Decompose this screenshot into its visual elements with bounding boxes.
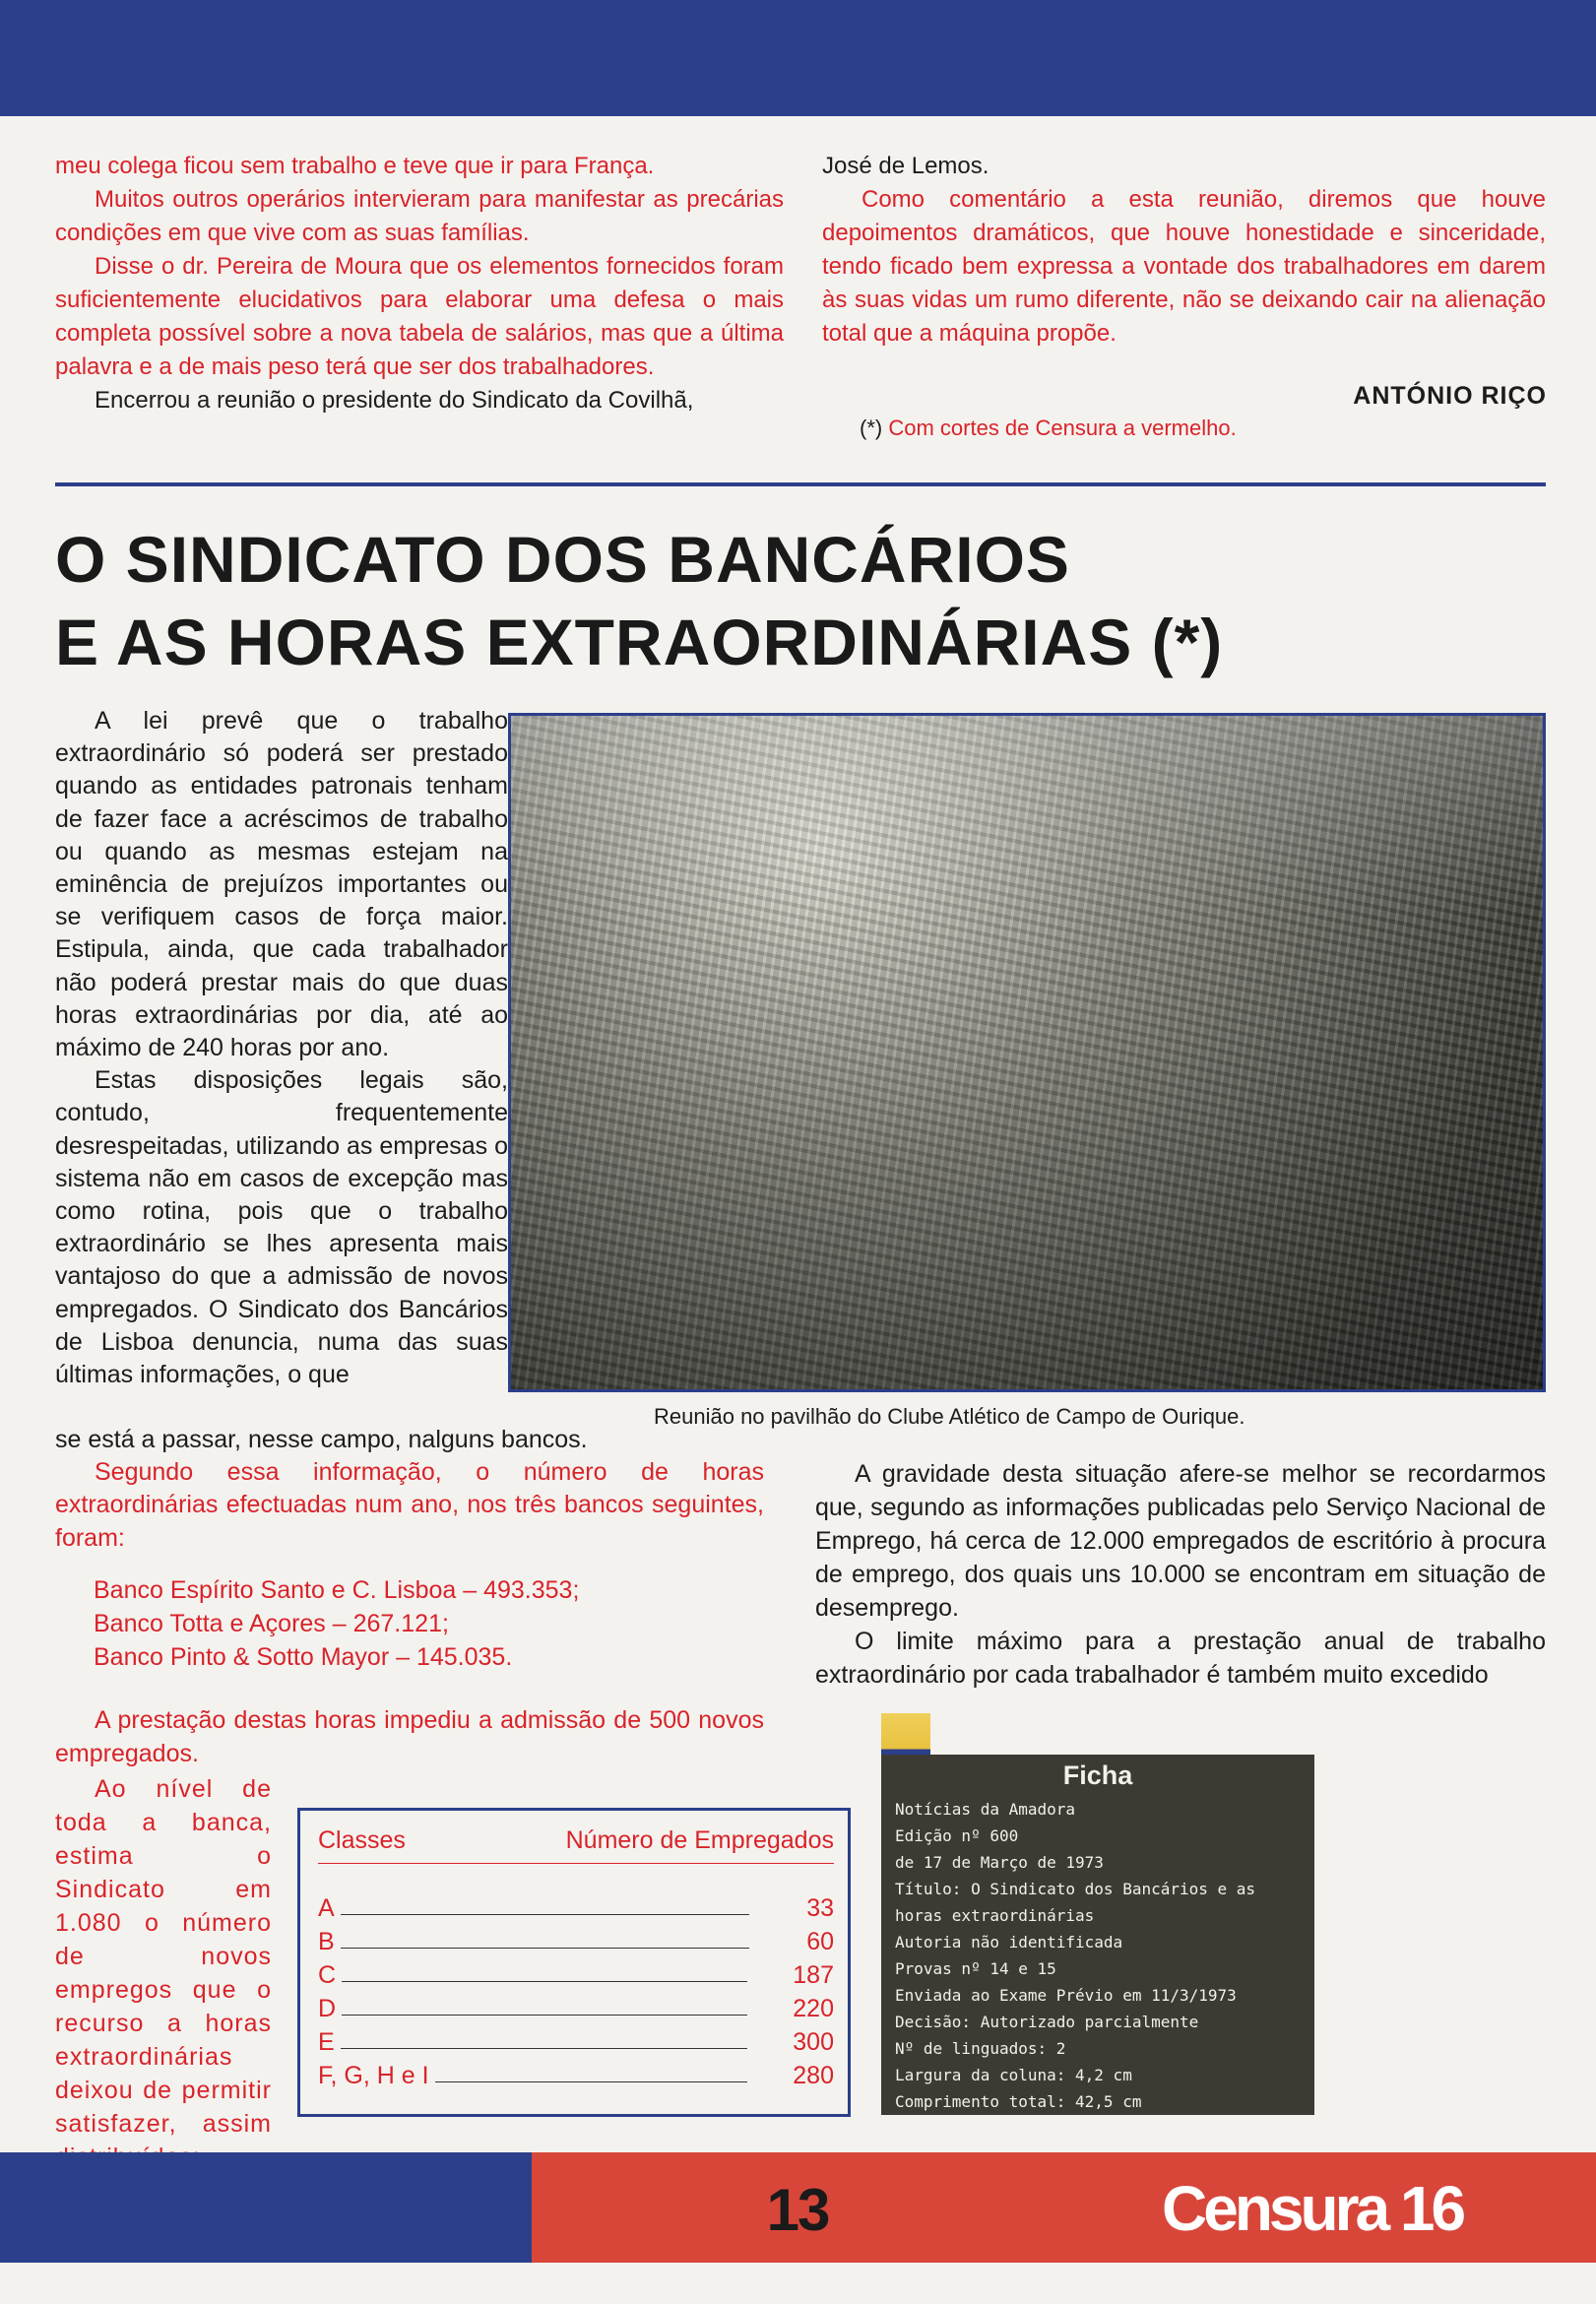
classes-table [297,1808,851,2117]
photo-shading [511,716,1543,1389]
article-body-column [55,705,508,1391]
class-count: 187 [793,1961,834,1989]
paragraph: A lei prevê que o trabalho extraordinário só poderá ser prestado quando as entidades patronais tenham de fazer face a acréscimos de trabalho ou quando as mesmas estejam na eminência de prejuízos importantes ou se verifiquem casos de força maior. Estipula, ainda, que cada trabalhador não poderá prestar mais do que duas horas extraordinárias por dia, até ao máximo de 240 horas por ano. [55,707,508,1062]
paragraph: Muitos outros operários intervieram para manifestar as precárias condições em que vive com as suas famílias. [55,186,784,246]
table-header [318,1826,834,1864]
paragraph: A prestação destas horas impediu a admissão de 500 novos empregados. [55,1706,764,1767]
ficha-line: Título: O Sindicato dos Bancários e as [895,1880,1256,1898]
section-divider [55,482,1546,486]
ficha-line: Autoria não identificada [895,1933,1123,1952]
ficha-title: Ficha [1062,1760,1133,1790]
header-band [0,0,1596,116]
paragraph: José de Lemos. [822,153,990,179]
paragraph: Estas disposições legais são, contudo, frequentemente desrespeitadas, utilizando as empresas o sistema não em casos de excepção mas como rotina, pois que o trabalho extraordinário se lhes apresenta mais vantajoso do que a admissão de novos empregados. O Sindicato dos Bancários de Lisboa denuncia, numa das suas últimas informações, o que [55,1066,508,1389]
ficha-line: Decisão: Autorizado parcialmente [895,2013,1199,2031]
ficha-details [895,1796,1309,2115]
class-label: B [318,1928,335,1955]
bank-item: Banco Espírito Santo e C. Lisboa – 493.353; [94,1576,580,1604]
ficha-line: horas extraordinárias [895,1906,1095,1925]
footnote-mark: (*) [860,416,883,440]
paragraph: Segundo essa informação, o número de horas extraordinárias efectuadas num ano, nos três bancos seguintes, foram: [55,1458,764,1552]
class-count: 280 [793,2062,834,2089]
paragraph: se está a passar, nesse campo, nalguns bancos. [55,1426,588,1453]
censorship-footnote [860,416,1237,441]
paragraph: Como comentário a esta reunião, diremos que houve depoimentos dramáticos, que houve honestidade e sinceridade, tendo ficado bem expressa a vontade dos trabalhadores em darem às suas vidas um rumo diferente, não se deixando cair na alienação total que a máquina propõe. [822,186,1546,347]
column-header-count: Número de Empregados [565,1826,834,1854]
class-label: C [318,1961,337,1989]
table-row [318,2057,834,2090]
ficha-line: Nº de linguados: 2 [895,2039,1066,2058]
class-count: 220 [793,1995,834,2022]
article-bottom-paragraph [55,1703,764,1770]
ficha-line: Notícias da Amadora [895,1800,1076,1819]
ficha-line: Largura da coluna: 4,2 cm [895,2066,1132,2084]
paragraph: O limite máximo para a prestação anual de trabalho extraordinário por cada trabalhador é também muito excedido [815,1628,1546,1689]
class-label: F, G, H e I [318,2062,429,2089]
class-label: A [318,1894,335,1922]
table-row [318,1889,834,1923]
column-header-classes: Classes [318,1826,406,1854]
bank-item: Banco Pinto & Sotto Mayor – 145.035. [94,1643,513,1671]
paragraph: Ao nível de toda a banca, estima o Sindicato em 1.080 o número de novos empregos que o recurso a horas extraordinárias deixou de permitir satisfazer, assim [55,1775,272,2138]
paragraph: A gravidade desta situação afere-se melhor se recordarmos que, segundo as informações publicadas pelo Serviço Nacional de Emprego, há cerca de 12.000 empregados de escritório à procura de emprego, dos quais uns 10.000 se encontram em situação de desemprego. [815,1460,1546,1622]
table-row [318,1990,834,2023]
class-count: 33 [806,1894,834,1922]
page-number: 13 [766,2177,829,2243]
ficha-line: Enviada ao Exame Prévio em 11/3/1973 [895,1986,1237,2005]
paragraph: Disse o dr. Pereira de Moura que os elementos fornecidos foram suficientemente elucidativos para elaborar uma defesa o mais completa possível sobre a nova tabela de salários, mas que a última palavra e a de mais peso terá que ser dos trabalhadores. [55,253,784,380]
footnote-text: Com cortes de Censura a vermelho. [888,416,1237,440]
headline-line-2: E AS HORAS EXTRAORDINÁRIAS (*) [55,606,1224,678]
ficha-line: Comprimento total: 42,5 cm [895,2092,1142,2111]
table-row [318,1956,834,1990]
previous-article-left-column [55,150,784,417]
paragraph: Encerrou a reunião o presidente do Sindicato da Covilhã, [95,387,694,414]
bank-list [94,1573,579,1674]
crowd-photo [508,713,1546,1392]
class-count: 60 [806,1928,834,1955]
paragraph: meu colega ficou sem trabalho e teve que ir para França. [55,153,655,179]
article-body-continued [55,1424,764,1555]
article-headline [55,518,1335,683]
class-count: 300 [793,2028,834,2056]
ficha-line: de 17 de Março de 1973 [895,1853,1104,1872]
headline-line-1: O SINDICATO DOS BANCÁRIOS [55,523,1070,596]
bank-item: Banco Totta e Açores – 267.121; [94,1610,449,1637]
table-row [318,2023,834,2057]
previous-article-right-column [822,150,1546,351]
ficha-card [881,1755,1314,2115]
footer-band-blue [0,2152,532,2263]
article-right-column [815,1457,1546,1692]
class-label: D [318,1995,337,2022]
article-bottom-narrow-paragraph [55,1772,272,2174]
publication-logo: Censura 16 [1162,2173,1463,2244]
author-signature: ANTÓNIO RIÇO [1353,382,1547,410]
class-label: E [318,2028,335,2056]
table-row [318,1923,834,1956]
photo-caption: Reunião no pavilhão do Clube Atlético de Campo de Ourique. [654,1404,1245,1429]
ficha-line: Provas nº 14 e 15 [895,1959,1056,1978]
ficha-line: Edição nº 600 [895,1826,1019,1845]
